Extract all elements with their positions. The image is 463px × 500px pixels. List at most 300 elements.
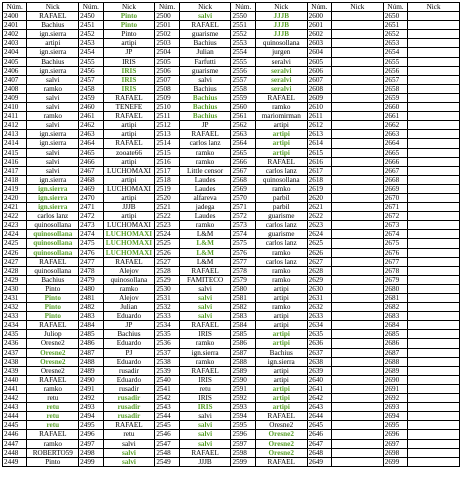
nick-cell: RAFAEL [179, 448, 231, 457]
nick-cell: RAFAEL [27, 430, 79, 439]
nick-cell [332, 39, 384, 48]
nick-cell: Laudes [179, 184, 231, 193]
nick-cell-highlighted: JJJB [255, 30, 307, 39]
number-cell: 2568 [231, 175, 255, 184]
nick-cell [332, 30, 384, 39]
number-cell: 2631 [307, 294, 331, 303]
number-cell: 2693 [383, 403, 407, 412]
number-cell: 2668 [383, 175, 407, 184]
nick-cell: carlos lanz [255, 221, 307, 230]
nick-cell [408, 103, 460, 112]
nick-cell [332, 93, 384, 102]
number-cell: 2422 [3, 212, 27, 221]
nick-cell-highlighted: ign.sierra [27, 193, 79, 202]
number-cell: 2616 [307, 157, 331, 166]
number-cell: 2578 [231, 266, 255, 275]
number-cell: 2471 [79, 203, 103, 212]
nick-cell: Oresne2 [27, 339, 79, 348]
nick-cell: carlos lanz [255, 257, 307, 266]
nick-cell: Eduardo [103, 339, 155, 348]
number-cell: 2607 [307, 75, 331, 84]
nick-cell [408, 448, 460, 457]
nick-cell [408, 157, 460, 166]
number-cell: 2617 [307, 166, 331, 175]
nick-cell-highlighted: salvi [179, 312, 231, 321]
nick-cell: IRIS [103, 57, 155, 66]
number-cell: 2573 [231, 221, 255, 230]
nick-cell [408, 48, 460, 57]
number-cell: 2531 [155, 294, 179, 303]
nick-cell [332, 21, 384, 30]
number-cell: 2557 [231, 75, 255, 84]
table-row [3, 57, 460, 66]
number-cell: 2649 [307, 457, 331, 466]
nick-cell: ramko [27, 112, 79, 121]
nick-cell [408, 294, 460, 303]
nick-cell [408, 21, 460, 30]
nick-cell [408, 339, 460, 348]
nick-cell [408, 321, 460, 330]
number-cell: 2689 [383, 366, 407, 375]
number-cell: 2494 [79, 412, 103, 421]
number-cell: 2539 [155, 366, 179, 375]
number-cell: 2632 [307, 303, 331, 312]
number-cell: 2642 [307, 394, 331, 403]
number-cell: 2525 [155, 239, 179, 248]
nick-cell [332, 75, 384, 84]
nick-cell: carlos lanz [255, 239, 307, 248]
header-nick: Nick [179, 3, 231, 12]
number-cell: 2495 [79, 421, 103, 430]
nick-cell [408, 66, 460, 75]
nick-cell-highlighted: artipi [255, 339, 307, 348]
number-cell: 2488 [79, 357, 103, 366]
nick-cell: LUCHOMAXI [103, 184, 155, 193]
number-cell: 2582 [231, 303, 255, 312]
table-row [3, 375, 460, 384]
number-cell: 2638 [307, 357, 331, 366]
nick-cell-highlighted: Bachius [179, 103, 231, 112]
nick-cell-highlighted: Oresne2 [27, 357, 79, 366]
number-cell: 2400 [3, 12, 27, 21]
number-cell: 2601 [307, 21, 331, 30]
table-row [3, 421, 460, 430]
nick-cell: JJJB [179, 457, 231, 466]
nick-cell-highlighted: L&M [179, 239, 231, 248]
number-cell: 2593 [231, 403, 255, 412]
nick-cell-highlighted: JJJB [255, 21, 307, 30]
nick-cell: L&M [179, 230, 231, 239]
number-cell: 2682 [383, 303, 407, 312]
nick-cell: ramko [255, 275, 307, 284]
nick-cell [408, 284, 460, 293]
table-row [3, 203, 460, 212]
nick-cell: carlos lanz [27, 212, 79, 221]
nick-cell [408, 275, 460, 284]
number-cell: 2429 [3, 275, 27, 284]
nick-cell [408, 221, 460, 230]
number-cell: 2453 [79, 39, 103, 48]
number-cell: 2487 [79, 348, 103, 357]
number-cell: 2641 [307, 384, 331, 393]
number-cell: 2659 [383, 93, 407, 102]
number-cell: 2648 [307, 448, 331, 457]
number-cell: 2637 [307, 348, 331, 357]
number-cell: 2543 [155, 403, 179, 412]
nick-cell: ramko [255, 103, 307, 112]
nick-cell: IRIS [179, 375, 231, 384]
number-cell: 2602 [307, 30, 331, 39]
nick-cell: artipi [255, 284, 307, 293]
nick-cell-highlighted: IRIS [179, 403, 231, 412]
number-cell: 2646 [307, 430, 331, 439]
number-cell: 2606 [307, 66, 331, 75]
nick-cell: ramko [255, 303, 307, 312]
nick-cell: parbil [255, 203, 307, 212]
nick-cell [332, 193, 384, 202]
nick-cell-highlighted: LUCHOMAXI [103, 248, 155, 257]
nick-cell-highlighted: salvi [179, 12, 231, 21]
number-cell: 2624 [307, 230, 331, 239]
nick-cell: artipi [255, 366, 307, 375]
number-cell: 2475 [79, 239, 103, 248]
number-cell: 2613 [307, 130, 331, 139]
nick-cell: Farfutti [179, 57, 231, 66]
nick-cell: ramko [27, 84, 79, 93]
number-cell: 2501 [155, 21, 179, 30]
nick-cell: rusadir [103, 384, 155, 393]
nick-cell: RAFAEL [179, 21, 231, 30]
number-cell: 2562 [231, 121, 255, 130]
nick-cell [408, 439, 460, 448]
nick-cell [408, 148, 460, 157]
nick-cell: quinosollana [27, 266, 79, 275]
number-cell: 2566 [231, 157, 255, 166]
nick-cell: IRIS [179, 394, 231, 403]
header-row [3, 3, 460, 12]
table-row [3, 139, 460, 148]
nick-cell: Alejov [103, 266, 155, 275]
number-cell: 2435 [3, 330, 27, 339]
table-row [3, 93, 460, 102]
nick-cell: artipi [103, 39, 155, 48]
nick-cell: RAFAEL [27, 257, 79, 266]
number-cell: 2623 [307, 221, 331, 230]
number-cell: 2401 [3, 21, 27, 30]
nick-cell: Bachius [103, 330, 155, 339]
table-row [3, 103, 460, 112]
nick-cell: ramko [179, 157, 231, 166]
nick-cell-highlighted: quinosollana [27, 230, 79, 239]
nick-cell [408, 394, 460, 403]
nick-cell [332, 339, 384, 348]
nick-cell [332, 366, 384, 375]
nick-cell: salvi [179, 284, 231, 293]
table-row [3, 357, 460, 366]
nick-cell [332, 403, 384, 412]
number-cell: 2436 [3, 339, 27, 348]
number-cell: 2480 [79, 284, 103, 293]
number-cell: 2479 [79, 275, 103, 284]
nick-cell [408, 84, 460, 93]
table-row [3, 148, 460, 157]
number-cell: 2636 [307, 339, 331, 348]
number-cell: 2684 [383, 321, 407, 330]
nick-cell: artipi [255, 121, 307, 130]
nick-cell: RAFAEL [103, 139, 155, 148]
nick-cell: salvi [179, 75, 231, 84]
number-cell: 2419 [3, 184, 27, 193]
number-cell: 2411 [3, 112, 27, 121]
nick-cell-highlighted: LUCHOMAXI [103, 239, 155, 248]
number-cell: 2521 [155, 203, 179, 212]
nick-cell-highlighted: salvi [103, 448, 155, 457]
number-cell: 2473 [79, 221, 103, 230]
nick-cell [408, 421, 460, 430]
number-cell: 2470 [79, 193, 103, 202]
nick-cell: RAFAEL [179, 321, 231, 330]
nick-cell-highlighted: salvi [179, 421, 231, 430]
nick-cell: parbil [255, 193, 307, 202]
table-row [3, 303, 460, 312]
number-cell: 2463 [79, 130, 103, 139]
number-cell: 2533 [155, 312, 179, 321]
number-cell: 2598 [231, 448, 255, 457]
nick-cell: ramko [255, 248, 307, 257]
number-cell: 2699 [383, 457, 407, 466]
number-cell: 2688 [383, 357, 407, 366]
number-cell: 2681 [383, 294, 407, 303]
number-cell: 2621 [307, 203, 331, 212]
nick-cell [408, 30, 460, 39]
nick-cell-highlighted: salvi [103, 457, 155, 466]
number-cell: 2615 [307, 148, 331, 157]
nick-cell-highlighted: JJJB [255, 12, 307, 21]
nick-cell [408, 375, 460, 384]
nick-cell [408, 348, 460, 357]
number-cell: 2644 [307, 412, 331, 421]
nick-cell [332, 412, 384, 421]
table-row [3, 48, 460, 57]
number-cell: 2461 [79, 112, 103, 121]
number-cell: 2441 [3, 384, 27, 393]
nick-cell-highlighted: retu [27, 421, 79, 430]
number-cell: 2492 [79, 394, 103, 403]
nick-cell: Eduardo [103, 375, 155, 384]
number-cell: 2687 [383, 348, 407, 357]
nick-cell [332, 84, 384, 93]
nick-cell [332, 248, 384, 257]
number-cell: 2442 [3, 394, 27, 403]
nick-cell [408, 12, 460, 21]
number-cell: 2612 [307, 121, 331, 130]
number-cell: 2451 [79, 21, 103, 30]
header-nick: Nick [255, 3, 307, 12]
number-cell: 2657 [383, 75, 407, 84]
table-row [3, 30, 460, 39]
header-num: Núm. [307, 3, 331, 12]
nick-cell: RAFAEL [255, 412, 307, 421]
nick-cell: guarisme [255, 212, 307, 221]
number-cell: 2664 [383, 139, 407, 148]
number-cell: 2570 [231, 193, 255, 202]
number-cell: 2457 [79, 75, 103, 84]
number-cell: 2660 [383, 103, 407, 112]
number-cell: 2540 [155, 375, 179, 384]
nick-cell-highlighted: Pinto [27, 303, 79, 312]
number-cell: 2512 [155, 121, 179, 130]
nick-cell [332, 157, 384, 166]
nick-cell [332, 57, 384, 66]
number-cell: 2528 [155, 266, 179, 275]
number-cell: 2538 [155, 357, 179, 366]
nick-cell: rusadir [103, 366, 155, 375]
nick-cell [332, 239, 384, 248]
nick-cell: quinosollana [255, 175, 307, 184]
nick-cell: salvi [27, 103, 79, 112]
number-cell: 2633 [307, 312, 331, 321]
number-cell: 2529 [155, 275, 179, 284]
nick-cell: artipi [255, 321, 307, 330]
nick-cell: carlos lanz [255, 166, 307, 175]
number-cell: 2493 [79, 403, 103, 412]
number-cell: 2448 [3, 448, 27, 457]
nick-cell: RAFAEL [255, 157, 307, 166]
number-cell: 2478 [79, 266, 103, 275]
header-nick: Nick [27, 3, 79, 12]
number-cell: 2599 [231, 457, 255, 466]
nick-cell [408, 303, 460, 312]
header-num: Núm. [79, 3, 103, 12]
number-cell: 2472 [79, 212, 103, 221]
number-cell: 2524 [155, 230, 179, 239]
number-cell: 2589 [231, 366, 255, 375]
number-cell: 2608 [307, 84, 331, 93]
nick-cell [332, 275, 384, 284]
nick-cell: Alejov [103, 294, 155, 303]
number-cell: 2596 [231, 430, 255, 439]
nick-cell-highlighted: Bachius [179, 93, 231, 102]
number-cell: 2669 [383, 184, 407, 193]
nick-cell: RAFAEL [27, 12, 79, 21]
number-cell: 2670 [383, 193, 407, 202]
nick-cell [332, 175, 384, 184]
number-cell: 2497 [79, 439, 103, 448]
nick-cell-highlighted: seralvi [255, 84, 307, 93]
number-cell: 2519 [155, 184, 179, 193]
nick-cell [408, 57, 460, 66]
number-cell: 2677 [383, 257, 407, 266]
number-cell: 2509 [155, 93, 179, 102]
nick-cell-highlighted: ign.sierra [27, 203, 79, 212]
number-cell: 2432 [3, 303, 27, 312]
nick-cell [408, 166, 460, 175]
nick-cell: Bachius [255, 348, 307, 357]
nick-cell-highlighted: IRIS [103, 66, 155, 75]
number-cell: 2625 [307, 239, 331, 248]
nick-cell: Eduardo [103, 357, 155, 366]
nick-cell: Oresne2 [27, 366, 79, 375]
number-cell: 2551 [231, 21, 255, 30]
number-cell: 2658 [383, 84, 407, 93]
nick-cell: RAFAEL [179, 130, 231, 139]
table-row [3, 321, 460, 330]
number-cell: 2489 [79, 366, 103, 375]
nick-cell: ign.sierra [27, 139, 79, 148]
nick-cell: RAFAEL [103, 257, 155, 266]
nick-cell: salvi [103, 439, 155, 448]
nick-cell [408, 366, 460, 375]
number-cell: 2503 [155, 39, 179, 48]
number-cell: 2629 [307, 275, 331, 284]
nick-cell: guarisme [255, 230, 307, 239]
number-cell: 2645 [307, 421, 331, 430]
number-cell: 2690 [383, 375, 407, 384]
nick-cell: ramko [179, 357, 231, 366]
nick-cell: salvi [27, 75, 79, 84]
nick-cell: ramko [179, 339, 231, 348]
table-row [3, 457, 460, 466]
number-cell: 2581 [231, 294, 255, 303]
number-cell: 2604 [307, 48, 331, 57]
number-cell: 2564 [231, 139, 255, 148]
number-cell: 2680 [383, 284, 407, 293]
table-row [3, 394, 460, 403]
table-row [3, 193, 460, 202]
number-cell: 2502 [155, 30, 179, 39]
number-cell: 2449 [3, 457, 27, 466]
table-row [3, 166, 460, 175]
nick-cell [332, 384, 384, 393]
number-cell: 2418 [3, 175, 27, 184]
nick-cell: mariomirman [255, 112, 307, 121]
nick-cell: Oresne2 [255, 421, 307, 430]
number-cell: 2694 [383, 412, 407, 421]
nick-cell [332, 121, 384, 130]
number-cell: 2544 [155, 412, 179, 421]
nick-cell: salvi [27, 93, 79, 102]
nick-cell: artipi [103, 157, 155, 166]
number-cell: 2499 [79, 457, 103, 466]
nick-cell-highlighted: Oresne2 [27, 348, 79, 357]
nick-cell: ign.sierra [27, 66, 79, 75]
nick-cell-highlighted: rusadir [103, 403, 155, 412]
table-row [3, 21, 460, 30]
nick-cell: Laudes [179, 175, 231, 184]
number-cell: 2428 [3, 266, 27, 275]
nick-cell-highlighted: rusadir [103, 394, 155, 403]
nick-cell: alfareva [179, 193, 231, 202]
number-cell: 2592 [231, 394, 255, 403]
nick-cell [332, 112, 384, 121]
nick-cell [408, 412, 460, 421]
table-row [3, 275, 460, 284]
number-cell: 2665 [383, 148, 407, 157]
header-num: Núm. [383, 3, 407, 12]
table-row [3, 157, 460, 166]
table-row [3, 130, 460, 139]
nick-cell [332, 184, 384, 193]
nick-cell [332, 284, 384, 293]
nick-cell [408, 330, 460, 339]
header-num: Núm. [231, 3, 255, 12]
nick-cell: ramko [179, 221, 231, 230]
number-cell: 2530 [155, 284, 179, 293]
nick-cell [408, 93, 460, 102]
nick-cell: RAFAEL [255, 457, 307, 466]
table-row [3, 221, 460, 230]
number-cell: 2635 [307, 330, 331, 339]
